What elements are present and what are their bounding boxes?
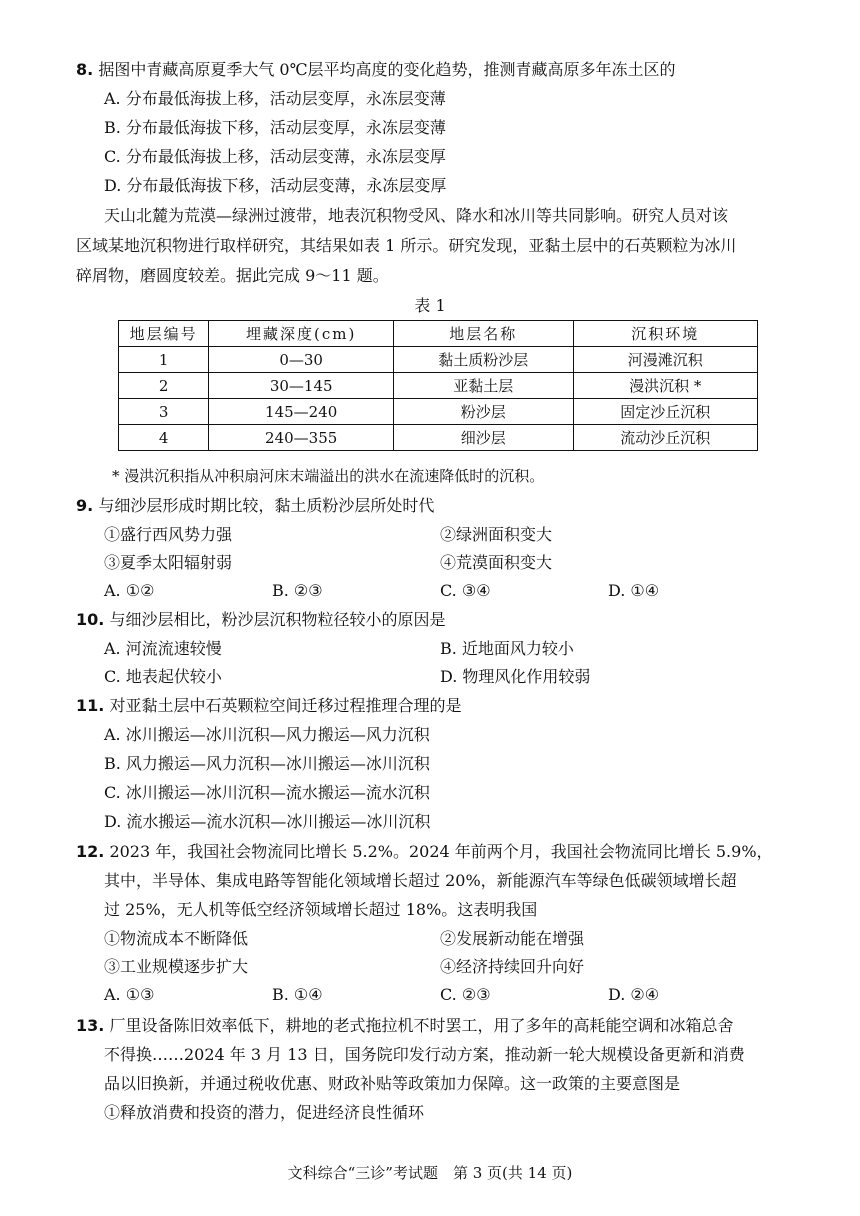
question-11-option-c: C. 冰川搬运—冰川沉积—流水搬运—流水沉积 (104, 783, 430, 802)
table-cell: 2 (119, 373, 209, 399)
question-text: 与细沙层形成时期比较，黏土质粉沙层所处时代 (98, 496, 435, 515)
question-10-option-d: D. 物理风化作用较弱 (440, 667, 591, 686)
question-12-statement-3: ③工业规模逐步扩大 (104, 957, 249, 976)
table-row (119, 347, 758, 373)
table-cell: 145—240 (209, 399, 394, 425)
page-footer: 文科综合“三诊”考试题 第 3 页(共 14 页) (287, 1164, 573, 1182)
question-9-option-a: A. ①② (104, 581, 155, 600)
table-cell: 亚黏土层 (394, 373, 574, 399)
question-text: 与细沙层相比，粉沙层沉积物粒径较小的原因是 (109, 610, 446, 629)
table-cell: 0—30 (209, 347, 394, 373)
question-number: 9. (76, 496, 94, 515)
table-cell: 3 (119, 399, 209, 425)
question-9-statement-4: ④荒漠面积变大 (440, 553, 553, 572)
question-12-statement-4: ④经济持续回升向好 (440, 957, 585, 976)
question-12-stem (76, 838, 773, 866)
question-9-statement-1: ①盛行西风势力强 (104, 525, 233, 544)
table-cell: 固定沙丘沉积 (573, 399, 757, 425)
table-row (119, 373, 758, 399)
question-11-option-d: D. 流水搬运—流水沉积—冰川搬运—冰川沉积 (104, 812, 431, 831)
passage-line-3: 碎屑物，磨圆度较差。据此完成 9～11 题。 (76, 266, 389, 285)
question-9-statement-3: ③夏季太阳辐射弱 (104, 553, 233, 572)
sediment-table (118, 320, 758, 451)
question-9-stem (76, 492, 434, 520)
question-10-stem (76, 606, 445, 634)
question-13-stem-line-3: 品以旧换新，并通过税收优惠、财政补贴等政策加力保障。这一政策的主要意图是 (104, 1074, 681, 1093)
question-13-statement-1: ①释放消费和投资的潜力，促进经济良性循环 (104, 1103, 425, 1122)
table-cell: 240—355 (209, 425, 394, 451)
question-11-option-a: A. 冰川搬运—冰川沉积—风力搬运—风力沉积 (104, 725, 430, 744)
question-12-option-d: D. ②④ (608, 985, 660, 1004)
question-text: 厂里设备陈旧效率低下，耕地的老式拖拉机不时罢工，用了多年的高耗能空调和冰箱总舍 (109, 1016, 734, 1035)
question-9-option-b: B. ②③ (272, 581, 323, 600)
passage-line-1: 天山北麓为荒漠—绿洲过渡带，地表沉积物受风、降水和冰川等共同影响。研究人员对该 (104, 206, 729, 225)
table-cell: 流动沙丘沉积 (573, 425, 757, 451)
header-cell: 地层名称 (394, 321, 574, 347)
table-caption: 表 1 (414, 296, 446, 315)
question-8-option-d: D. 分布最低海拔下移，活动层变薄，永冻层变厚 (104, 176, 447, 195)
question-8-option-a: A. 分布最低海拔上移，活动层变厚，永冻层变薄 (104, 89, 446, 108)
question-9-statement-2: ②绿洲面积变大 (440, 525, 553, 544)
question-12-stem-line-3: 过 25%，无人机等低空经济领域增长超过 18%。这表明我国 (104, 900, 538, 919)
question-number: 10. (76, 610, 105, 629)
question-text: 据图中青藏高原夏季大气 0℃层平均高度的变化趋势，推测青藏高原多年冻土区的 (98, 60, 676, 79)
question-13-stem-line-2: 不得换……2024 年 3 月 13 日，国务院印发行动方案，推动新一轮大规模设备更新和消费 (104, 1045, 745, 1064)
question-8-option-b: B. 分布最低海拔下移，活动层变厚，永冻层变薄 (104, 118, 446, 137)
question-9-option-d: D. ①④ (608, 581, 660, 600)
table-cell: 4 (119, 425, 209, 451)
header-cell: 地层编号 (119, 321, 209, 347)
question-13-stem (76, 1012, 733, 1040)
table-cell: 漫洪沉积 * (573, 373, 757, 399)
table-header-row (119, 321, 758, 347)
question-number: 12. (76, 842, 105, 861)
question-12-option-c: C. ②③ (440, 985, 491, 1004)
question-9-option-c: C. ③④ (440, 581, 491, 600)
header-cell: 埋藏深度(cm) (209, 321, 394, 347)
question-11-option-b: B. 风力搬运—风力沉积—冰川搬运—冰川沉积 (104, 754, 430, 773)
question-number: 11. (76, 696, 105, 715)
question-12-stem-line-2: 其中，半导体、集成电路等智能化领域增长超过 20%，新能源汽车等绿色低碳领域增长超 (104, 871, 737, 890)
question-10-option-c: C. 地表起伏较小 (104, 667, 222, 686)
question-8-stem (76, 56, 675, 84)
table-cell: 河漫滩沉积 (573, 347, 757, 373)
passage-line-2: 区域某地沉积物进行取样研究，其结果如表 1 所示。研究发现，亚黏土层中的石英颗粒为冰川 (76, 236, 737, 255)
question-10-option-b: B. 近地面风力较小 (440, 639, 574, 658)
table-cell: 30—145 (209, 373, 394, 399)
table-cell: 1 (119, 347, 209, 373)
table-cell: 细沙层 (394, 425, 574, 451)
question-number: 13. (76, 1016, 105, 1035)
question-12-statement-1: ①物流成本不断降低 (104, 929, 249, 948)
question-text: 2023 年，我国社会物流同比增长 5.2%。2024 年前两个月，我国社会物流同比增长 5.9%， (109, 842, 773, 861)
header-cell: 沉积环境 (573, 321, 757, 347)
table-cell: 黏土质粉沙层 (394, 347, 574, 373)
table-row (119, 399, 758, 425)
question-11-stem (76, 692, 461, 720)
question-12-statement-2: ②发展新动能在增强 (440, 929, 585, 948)
question-text: 对亚黏土层中石英颗粒空间迁移过程推理合理的是 (109, 696, 462, 715)
question-number: 8. (76, 60, 94, 79)
question-10-option-a: A. 河流流速较慢 (104, 639, 222, 658)
question-12-option-b: B. ①④ (272, 985, 323, 1004)
question-12-option-a: A. ①③ (104, 985, 155, 1004)
table-footnote: * 漫洪沉积指从冲积扇河床末端溢出的洪水在流速降低时的沉积。 (112, 467, 545, 485)
question-8-option-c: C. 分布最低海拔上移，活动层变薄，永冻层变厚 (104, 147, 446, 166)
table-row (119, 425, 758, 451)
table-cell: 粉沙层 (394, 399, 574, 425)
